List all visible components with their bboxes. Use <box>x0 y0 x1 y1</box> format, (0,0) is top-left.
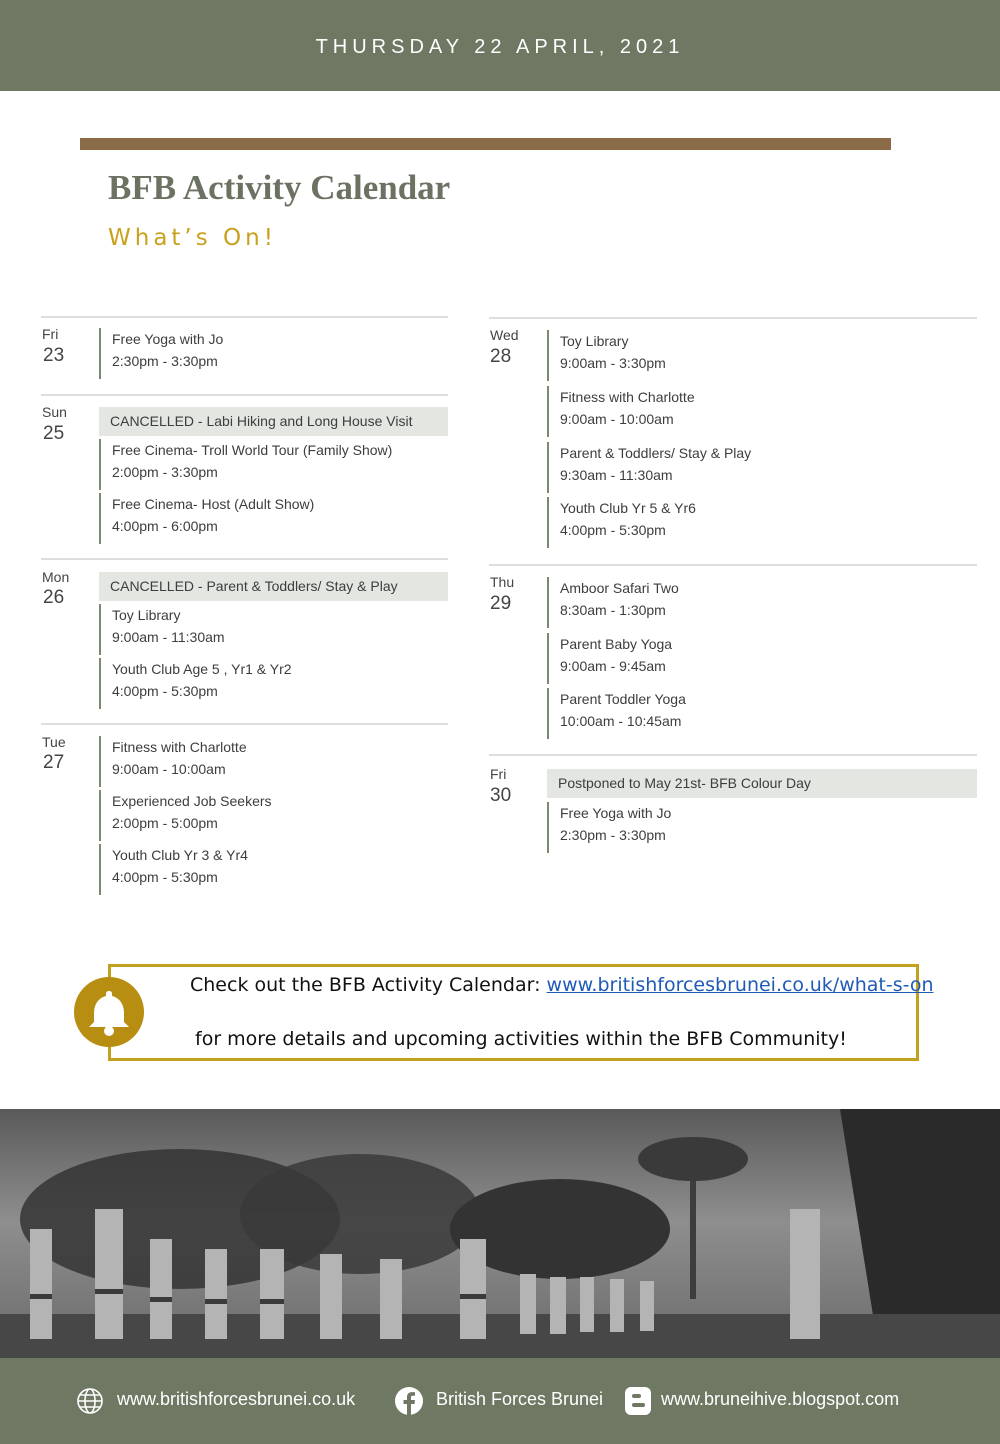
event-title: Youth Club Age 5 , Yr1 & Yr2 <box>112 661 292 677</box>
event-time: 4:00pm - 6:00pm <box>112 518 218 534</box>
event-item <box>99 790 272 841</box>
day-separator <box>489 754 977 756</box>
event-time: 4:00pm - 5:30pm <box>112 869 218 885</box>
header-date: THURSDAY 22 APRIL, 2021 <box>315 36 685 58</box>
day-number: 30 <box>490 785 512 806</box>
event-item <box>547 330 666 381</box>
callout-text <box>190 974 934 996</box>
calendar-link[interactable]: www.britishforcesbrunei.co.uk/what-s-on <box>546 974 934 996</box>
cancelled-notice: CANCELLED - Parent & Toddlers/ Stay & Play <box>99 572 448 601</box>
event-title: Youth Club Yr 5 & Yr6 <box>560 500 696 516</box>
event-title: Fitness with Charlotte <box>112 739 247 755</box>
event-title: Free Cinema- Troll World Tour (Family Show) <box>112 442 393 458</box>
event-title: Youth Club Yr 3 & Yr4 <box>112 847 248 863</box>
footer-website-link[interactable]: www.britishforcesbrunei.co.uk <box>117 1389 356 1409</box>
callout-subtext: for more details and upcoming activities within the BFB Community! <box>195 1028 847 1050</box>
event-time: 9:00am - 9:45am <box>560 658 666 674</box>
event-item <box>99 658 292 709</box>
page-title: BFB Activity Calendar <box>108 168 451 207</box>
day-separator <box>489 564 977 566</box>
event-title: Toy Library <box>560 333 629 349</box>
day-name: Mon <box>42 569 70 585</box>
event-item <box>547 633 672 684</box>
event-time: 9:30am - 11:30am <box>560 467 673 483</box>
day-name: Fri <box>490 766 507 782</box>
day-number: 26 <box>43 587 65 608</box>
day-number: 28 <box>490 346 512 367</box>
event-time: 9:00am - 11:30am <box>112 629 225 645</box>
event-item <box>547 497 696 548</box>
event-time: 9:00am - 3:30pm <box>560 355 666 371</box>
blogger-icon <box>624 1386 654 1416</box>
cancelled-notice: CANCELLED - Labi Hiking and Long House Visit <box>99 407 448 436</box>
day-separator <box>41 723 448 725</box>
event-item <box>99 328 223 379</box>
day-separator <box>489 317 977 319</box>
event-title: Free Yoga with Jo <box>560 805 672 821</box>
day-name: Thu <box>490 574 515 590</box>
day-separator <box>41 394 448 396</box>
footer-blog-link[interactable]: www.bruneihive.blogspot.com <box>661 1389 900 1409</box>
event-time: 10:00am - 10:45am <box>560 713 682 729</box>
event-item <box>547 386 695 437</box>
footer-facebook-link[interactable]: British Forces Brunei <box>436 1389 604 1409</box>
page-subtitle: What’s On! <box>108 225 277 251</box>
event-title: Parent Baby Yoga <box>560 636 673 652</box>
event-title: Parent Toddler Yoga <box>560 691 686 707</box>
event-title: Experienced Job Seekers <box>112 793 272 809</box>
bell-icon <box>74 977 144 1047</box>
event-item <box>99 439 392 490</box>
event-time: 8:30am - 1:30pm <box>560 602 666 618</box>
event-title: Free Cinema- Host (Adult Show) <box>112 496 315 512</box>
day-name: Tue <box>42 734 66 750</box>
callout-prefix: Check out the BFB Activity Calendar: <box>190 974 547 996</box>
day-number: 27 <box>43 752 65 773</box>
title-rule <box>80 138 891 150</box>
event-title: Fitness with Charlotte <box>560 389 695 405</box>
event-item <box>99 604 225 655</box>
day-separator <box>41 558 448 560</box>
event-time: 2:00pm - 5:00pm <box>112 815 218 831</box>
event-item <box>547 577 679 628</box>
event-time: 2:30pm - 3:30pm <box>112 353 218 369</box>
postponed-notice: Postponed to May 21st- BFB Colour Day <box>547 769 977 798</box>
event-item <box>99 844 248 895</box>
event-item <box>547 688 686 739</box>
event-title: Parent & Toddlers/ Stay & Play <box>560 445 752 461</box>
event-item <box>99 493 314 544</box>
facebook-icon <box>394 1386 424 1416</box>
day-name: Wed <box>490 327 519 343</box>
event-time: 2:00pm - 3:30pm <box>112 464 218 480</box>
event-item <box>547 802 671 853</box>
event-item <box>547 442 751 493</box>
event-time: 9:00am - 10:00am <box>560 411 674 427</box>
day-name: Fri <box>42 326 59 342</box>
event-time: 4:00pm - 5:30pm <box>560 522 666 538</box>
event-item <box>99 736 247 787</box>
event-time: 9:00am - 10:00am <box>112 761 226 777</box>
day-name: Sun <box>42 404 67 420</box>
day-separator <box>41 316 448 318</box>
event-time: 2:30pm - 3:30pm <box>560 827 666 843</box>
event-time: 4:00pm - 5:30pm <box>112 683 218 699</box>
event-title: Toy Library <box>112 607 181 623</box>
day-number: 29 <box>490 593 512 614</box>
day-number: 25 <box>43 423 65 444</box>
globe-icon <box>75 1386 105 1416</box>
parade-photo <box>0 1109 1000 1359</box>
day-number: 23 <box>43 345 65 366</box>
event-title: Free Yoga with Jo <box>112 331 224 347</box>
event-title: Amboor Safari Two <box>560 580 679 596</box>
